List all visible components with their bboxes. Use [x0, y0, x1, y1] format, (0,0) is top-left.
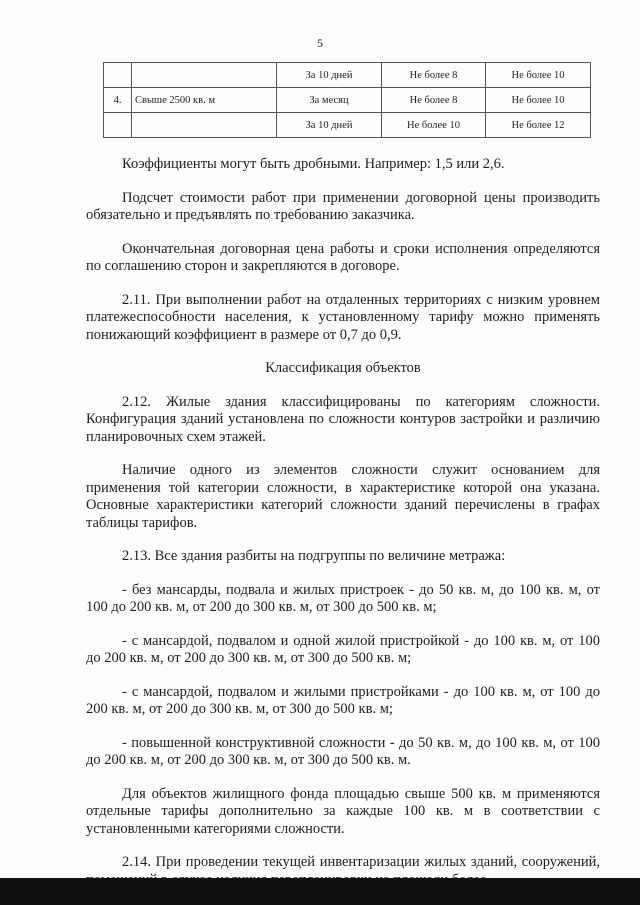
- paragraph: Наличие одного из элементов сложности служит основанием для применения той категории сложности, в характеристике которой она указана. Основные характеристики категорий сложности зданий перечислены в графах таблицы тарифов.: [86, 462, 600, 531]
- list-item: - с мансардой, подвалом и жилыми пристройками - до 100 кв. м, от 100 до 200 кв. м, от 200 до 300 кв. м, от 300 до 500 кв. м;: [86, 683, 600, 717]
- paragraph: Подсчет стоимости работ при применении договорной цены производить обязательно и предъявлять по требованию заказчика.: [86, 189, 600, 223]
- paragraph: Для объектов жилищного фонда площадью свыше 500 кв. м применяются отдельные тарифы дополнительно за каждые 100 кв. м в соответствии с установленными категориями сложности.: [86, 785, 600, 837]
- paragraph: Коэффициенты могут быть дробными. Например: 1,5 или 2,6.: [122, 156, 505, 172]
- row-number: 4.: [104, 88, 132, 113]
- paragraph: 2.13. Все здания разбиты на подгруппы по величине метража:: [122, 548, 506, 564]
- paragraph: Окончательная договорная цена работы и сроки исполнения определяются по соглашению сторон и закрепляются в договоре.: [86, 240, 600, 274]
- list-item: - без мансарды, подвала и жилых пристроек - до 50 кв. м, до 100 кв. м, от 100 до 200 кв. м, от 200 до 300 кв. м, от 300 до 500 кв. м;: [86, 581, 600, 615]
- page-number: 5: [317, 36, 323, 50]
- value-cell: Не более 8: [382, 88, 486, 113]
- table-row: [104, 113, 591, 138]
- value-cell: Не более 10: [486, 88, 591, 113]
- list-item: - повышенной конструктивной сложности - до 50 кв. м, до 100 кв. м, от 100 до 200 кв. м, от 200 до 300 кв. м, от 300 до 500 кв. м.: [86, 734, 600, 768]
- object-name: [132, 113, 277, 138]
- tariff-table: [103, 62, 591, 138]
- object-name: [132, 63, 277, 88]
- list-item: - с мансардой, подвалом и одной жилой пристройкой - до 100 кв. м, от 100 до 200 кв. м, от 200 до 300 кв. м, от 300 до 500 кв. м;: [86, 632, 600, 666]
- value-cell: Не более 8: [382, 63, 486, 88]
- value-cell: Не более 10: [382, 113, 486, 138]
- paragraph: 2.11. При выполнении работ на отдаленных территориях с низким уровнем платежеспособности населения, к установленному тарифу можно применять понижающий коэффициент в размере от 0,7 до 0,9.: [86, 291, 600, 343]
- table-row: [104, 88, 591, 113]
- term-cell: За 10 дней: [277, 63, 382, 88]
- row-number: [104, 63, 132, 88]
- row-number: [104, 113, 132, 138]
- table-row: [104, 63, 591, 88]
- value-cell: Не более 10: [486, 63, 591, 88]
- value-cell: Не более 12: [486, 113, 591, 138]
- paragraph: 2.14. При проведении текущей инвентаризации жилых зданий, сооружений,: [122, 854, 600, 870]
- section-heading: Классификация объектов: [265, 360, 421, 376]
- object-name: Свыше 2500 кв. м: [132, 88, 277, 113]
- document-body: [86, 156, 600, 905]
- paragraph: 2.12. Жилые здания классифицированы по категориям сложности. Конфигурация зданий установлена по сложности контуров застройки и различию планировочных схем этажей.: [86, 393, 600, 445]
- term-cell: За месяц: [277, 88, 382, 113]
- scan-edge: [0, 878, 640, 905]
- term-cell: За 10 дней: [277, 113, 382, 138]
